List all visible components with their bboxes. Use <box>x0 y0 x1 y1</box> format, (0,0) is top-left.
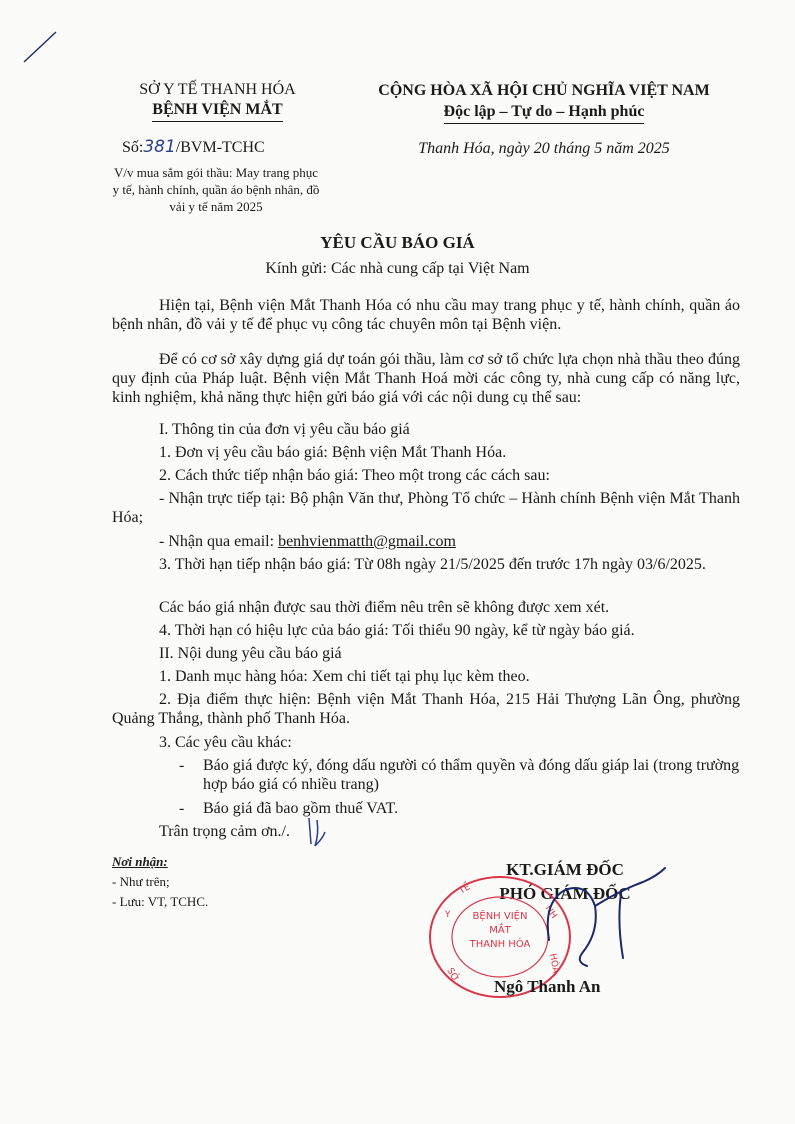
item-1-3: 3. Thời hạn tiếp nhận báo giá: Từ 08h ngày 21/5/2025 đến trước 17h ngày 03/6/2025. <box>159 556 706 573</box>
header-left <box>110 80 325 122</box>
department-name: SỞ Y TẾ THANH HÓA <box>139 81 296 98</box>
bullet-dash: - <box>179 757 185 774</box>
item-1-2-email <box>159 532 456 551</box>
ref-handwritten-number: 381 <box>143 137 176 157</box>
document-title: YÊU CẦU BÁO GIÁ <box>320 233 475 252</box>
recipients-label: Nơi nhận: <box>112 854 168 869</box>
svg-text:HÓA: HÓA <box>547 952 561 975</box>
email-link[interactable]: benhvienmatth@gmail.com <box>278 533 456 550</box>
paragraph-purpose: Để có cơ sở xây dựng giá dự toán gói thầu, làm cơ sở tổ chức lựa chọn nhà thầu theo đúng quy định của Pháp luật. Bệnh viện Mắt Thanh Hoá mời các công ty, nhà cung cấp có năng lực, kinh nghiệm, khả năng thực hiện gửi báo giá với các nội dung cụ thể sau: <box>112 351 740 406</box>
bullet-item-1 <box>179 756 740 794</box>
recipient-line-1: - Như trên; <box>112 874 170 889</box>
ref-prefix: Số: <box>122 139 144 156</box>
item-1-3-note: Các báo giá nhận được sau thời điểm nêu trên sẽ không được xem xét. <box>159 599 610 616</box>
stamp-line-3: THANH HÓA <box>469 939 531 950</box>
subject-line: V/v mua sắm gói thầu: May trang phục y tế, hành chính, quần áo bệnh nhân, đồ vải y tế năm 2025 <box>112 165 320 214</box>
item-2-3: 3. Các yêu cầu khác: <box>159 734 292 751</box>
item-2-2: 2. Địa điểm thực hiện: Bệnh viện Mắt Thanh Hóa, 215 Hải Thượng Lãn Ông, phường Quảng Thắng, thành phố Thanh Hóa. <box>112 691 740 727</box>
bullet-1-text: Báo giá được ký, đóng dấu người có thẩm quyền và đóng dấu giáp lai (trong trường hợp báo giá có nhiều trang) <box>203 757 740 793</box>
recipient-line: Kính gửi: Các nhà cung cấp tại Việt Nam <box>265 260 530 277</box>
header-right <box>343 80 745 124</box>
pen-mark <box>20 28 60 68</box>
signer-name <box>494 977 600 997</box>
section-1-heading: I. Thông tin của đơn vị yêu cầu báo giá <box>159 421 410 438</box>
item-1-1: 1. Đơn vị yêu cầu báo giá: Bệnh viện Mắt Thanh Hóa. <box>159 444 507 461</box>
item-1-2: 2. Cách thức tiếp nhận báo giá: Theo một trong các cách sau: <box>159 467 550 484</box>
national-motto: Độc lập – Tự do – Hạnh phúc <box>444 101 645 124</box>
reference-number <box>122 137 265 157</box>
email-prefix: - Nhận qua email: <box>159 533 279 550</box>
bullet-item-2 <box>179 799 399 818</box>
signer-title-2: PHÓ GIÁM ĐỐC <box>499 884 631 903</box>
recipients-block <box>112 852 208 912</box>
item-1-4: 4. Thời hạn có hiệu lực của báo giá: Tối thiểu 90 ngày, kể từ ngày báo giá. <box>159 622 635 639</box>
svg-text:NH: NH <box>542 903 559 921</box>
item-2-1: 1. Danh mục hàng hóa: Xem chi tiết tại phụ lục kèm theo. <box>159 668 530 685</box>
section-2-heading: II. Nội dung yêu cầu báo giá <box>159 645 342 662</box>
svg-text:TẾ: TẾ <box>457 882 473 897</box>
initial-mark <box>305 814 327 850</box>
stamp-line-2: MẮT <box>489 925 511 936</box>
place-date: Thanh Hóa, ngày 20 tháng 5 năm 2025 <box>418 140 670 157</box>
ref-suffix: /BVM-TCHC <box>175 139 265 156</box>
paragraph-intro: Hiện tại, Bệnh viện Mắt Thanh Hóa có nhu cầu may trang phục y tế, hành chính, quần áo bệnh nhân, đồ vải y tế để phục vụ công tác chuyên môn tại Bệnh viện. <box>112 297 740 333</box>
recipient-line-2: - Lưu: VT, TCHC. <box>112 894 209 909</box>
closing-line: Trân trọng cảm ơn./. <box>159 823 290 840</box>
hospital-name: BỆNH VIỆN MẮT <box>152 100 282 122</box>
bullet-2-text: Báo giá đã bao gồm thuế VAT. <box>203 800 399 817</box>
item-1-2-direct: - Nhận trực tiếp tại: Bộ phận Văn thư, Phòng Tổ chức – Hành chính Bệnh viện Mắt Thanh Hóa; <box>112 490 740 526</box>
svg-text:Y: Y <box>445 910 451 920</box>
stamp-line-1: BỆNH VIỆN <box>472 911 528 922</box>
signer-title-1: KT.GIÁM ĐỐC <box>506 860 624 879</box>
bullet-dash: - <box>179 800 185 817</box>
handwritten-signature <box>525 862 675 975</box>
svg-text:SỞ: SỞ <box>444 966 461 984</box>
nation-name: CỘNG HÒA XÃ HỘI CHỦ NGHĨA VIỆT NAM <box>378 82 710 99</box>
signer-name-text: Ngô Thanh An <box>494 977 601 996</box>
